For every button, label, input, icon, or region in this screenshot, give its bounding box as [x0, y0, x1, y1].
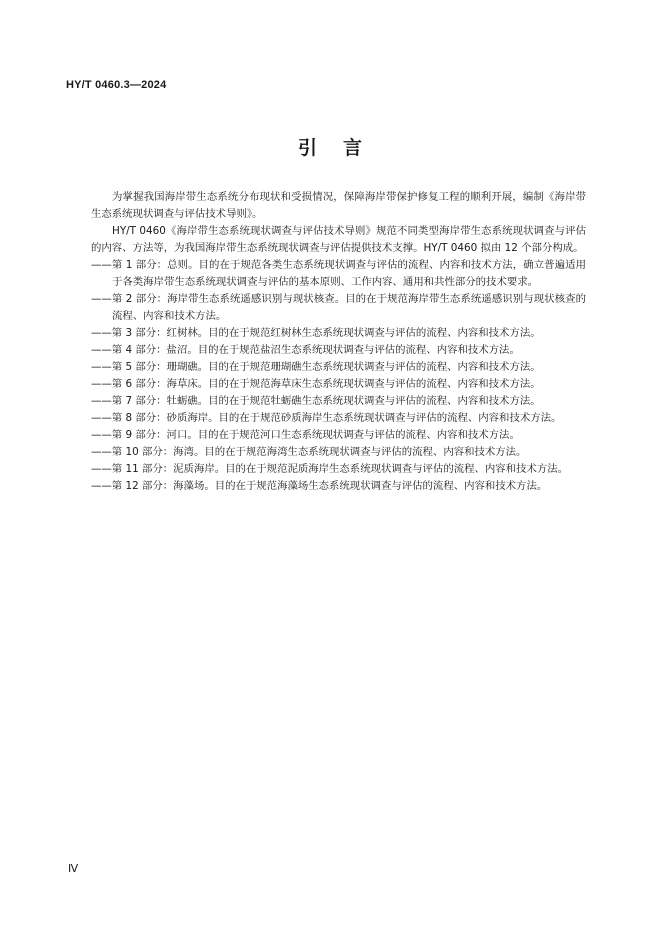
part-item-2: ——第 2 部分：海岸带生态系统遥感识别与现状核查。目的在于规范海岸带生态系统遥感识别与现状核查的流程、内容和技术方法。 — [91, 293, 586, 322]
body-text — [91, 189, 586, 495]
part-list — [91, 257, 586, 495]
page-title: 引言 — [297, 137, 388, 159]
part-item-9: ——第 9 部分：河口。目的在于规范河口生态系统现状调查与评估的流程、内容和技术方法。 — [91, 429, 520, 441]
part-item-8: ——第 8 部分：砂质海岸。目的在于规范砂质海岸生态系统现状调查与评估的流程、内容和技术方法。 — [91, 412, 562, 424]
part-item-6: ——第 6 部分：海草床。目的在于规范海草床生态系统现状调查与评估的流程、内容和技术方法。 — [91, 378, 541, 390]
part-item-3: ——第 3 部分：红树林。目的在于规范红树林生态系统现状调查与评估的流程、内容和技术方法。 — [91, 327, 541, 339]
document-code: HY/T 0460.3—2024 — [66, 79, 167, 91]
part-item-11: ——第 11 部分：泥质海岸。目的在于规范泥质海岸生态系统现状调查与评估的流程、内容和技术方法。 — [91, 463, 569, 475]
part-item-5: ——第 5 部分：珊瑚礁。目的在于规范珊瑚礁生态系统现状调查与评估的流程、内容和技术方法。 — [91, 361, 541, 373]
part-item-12: ——第 12 部分：海藻场。目的在于规范海藻场生态系统现状调查与评估的流程、内容和技术方法。 — [91, 480, 548, 492]
part-item-1: ——第 1 部分：总则。目的在于规范各类生态系统现状调查与评估的流程、内容和技术方法，确立普遍适用于各类海岸带生态系统现状调查与评估的基本原则、工作内容、通用和共性部分的技术要求。 — [91, 259, 586, 288]
intro-paragraph-1: 为掌握我国海岸带生态系统分布现状和受损情况，保障海岸带保护修复工程的顺利开展，编制《海岸带生态系统现状调查与评估技术导则》。 — [91, 191, 586, 220]
page-number: Ⅳ — [68, 863, 79, 875]
part-item-10: ——第 10 部分：海湾。目的在于规范海湾生态系统现状调查与评估的流程、内容和技术方法。 — [91, 446, 527, 458]
intro-paragraph-2: HY/T 0460《海岸带生态系统现状调查与评估技术导则》规范不同类型海岸带生态系统现状调查与评估的内容、方法等，为我国海岸带生态系统现状调查与评估提供技术支撑。HY/T 0460 拟由 12 个部分构成。 — [91, 225, 586, 254]
part-item-4: ——第 4 部分：盐沼。目的在于规范盐沼生态系统现状调查与评估的流程、内容和技术方法。 — [91, 344, 520, 356]
part-item-7: ——第 7 部分：牡蛎礁。目的在于规范牡蛎礁生态系统现状调查与评估的流程、内容和技术方法。 — [91, 395, 541, 407]
